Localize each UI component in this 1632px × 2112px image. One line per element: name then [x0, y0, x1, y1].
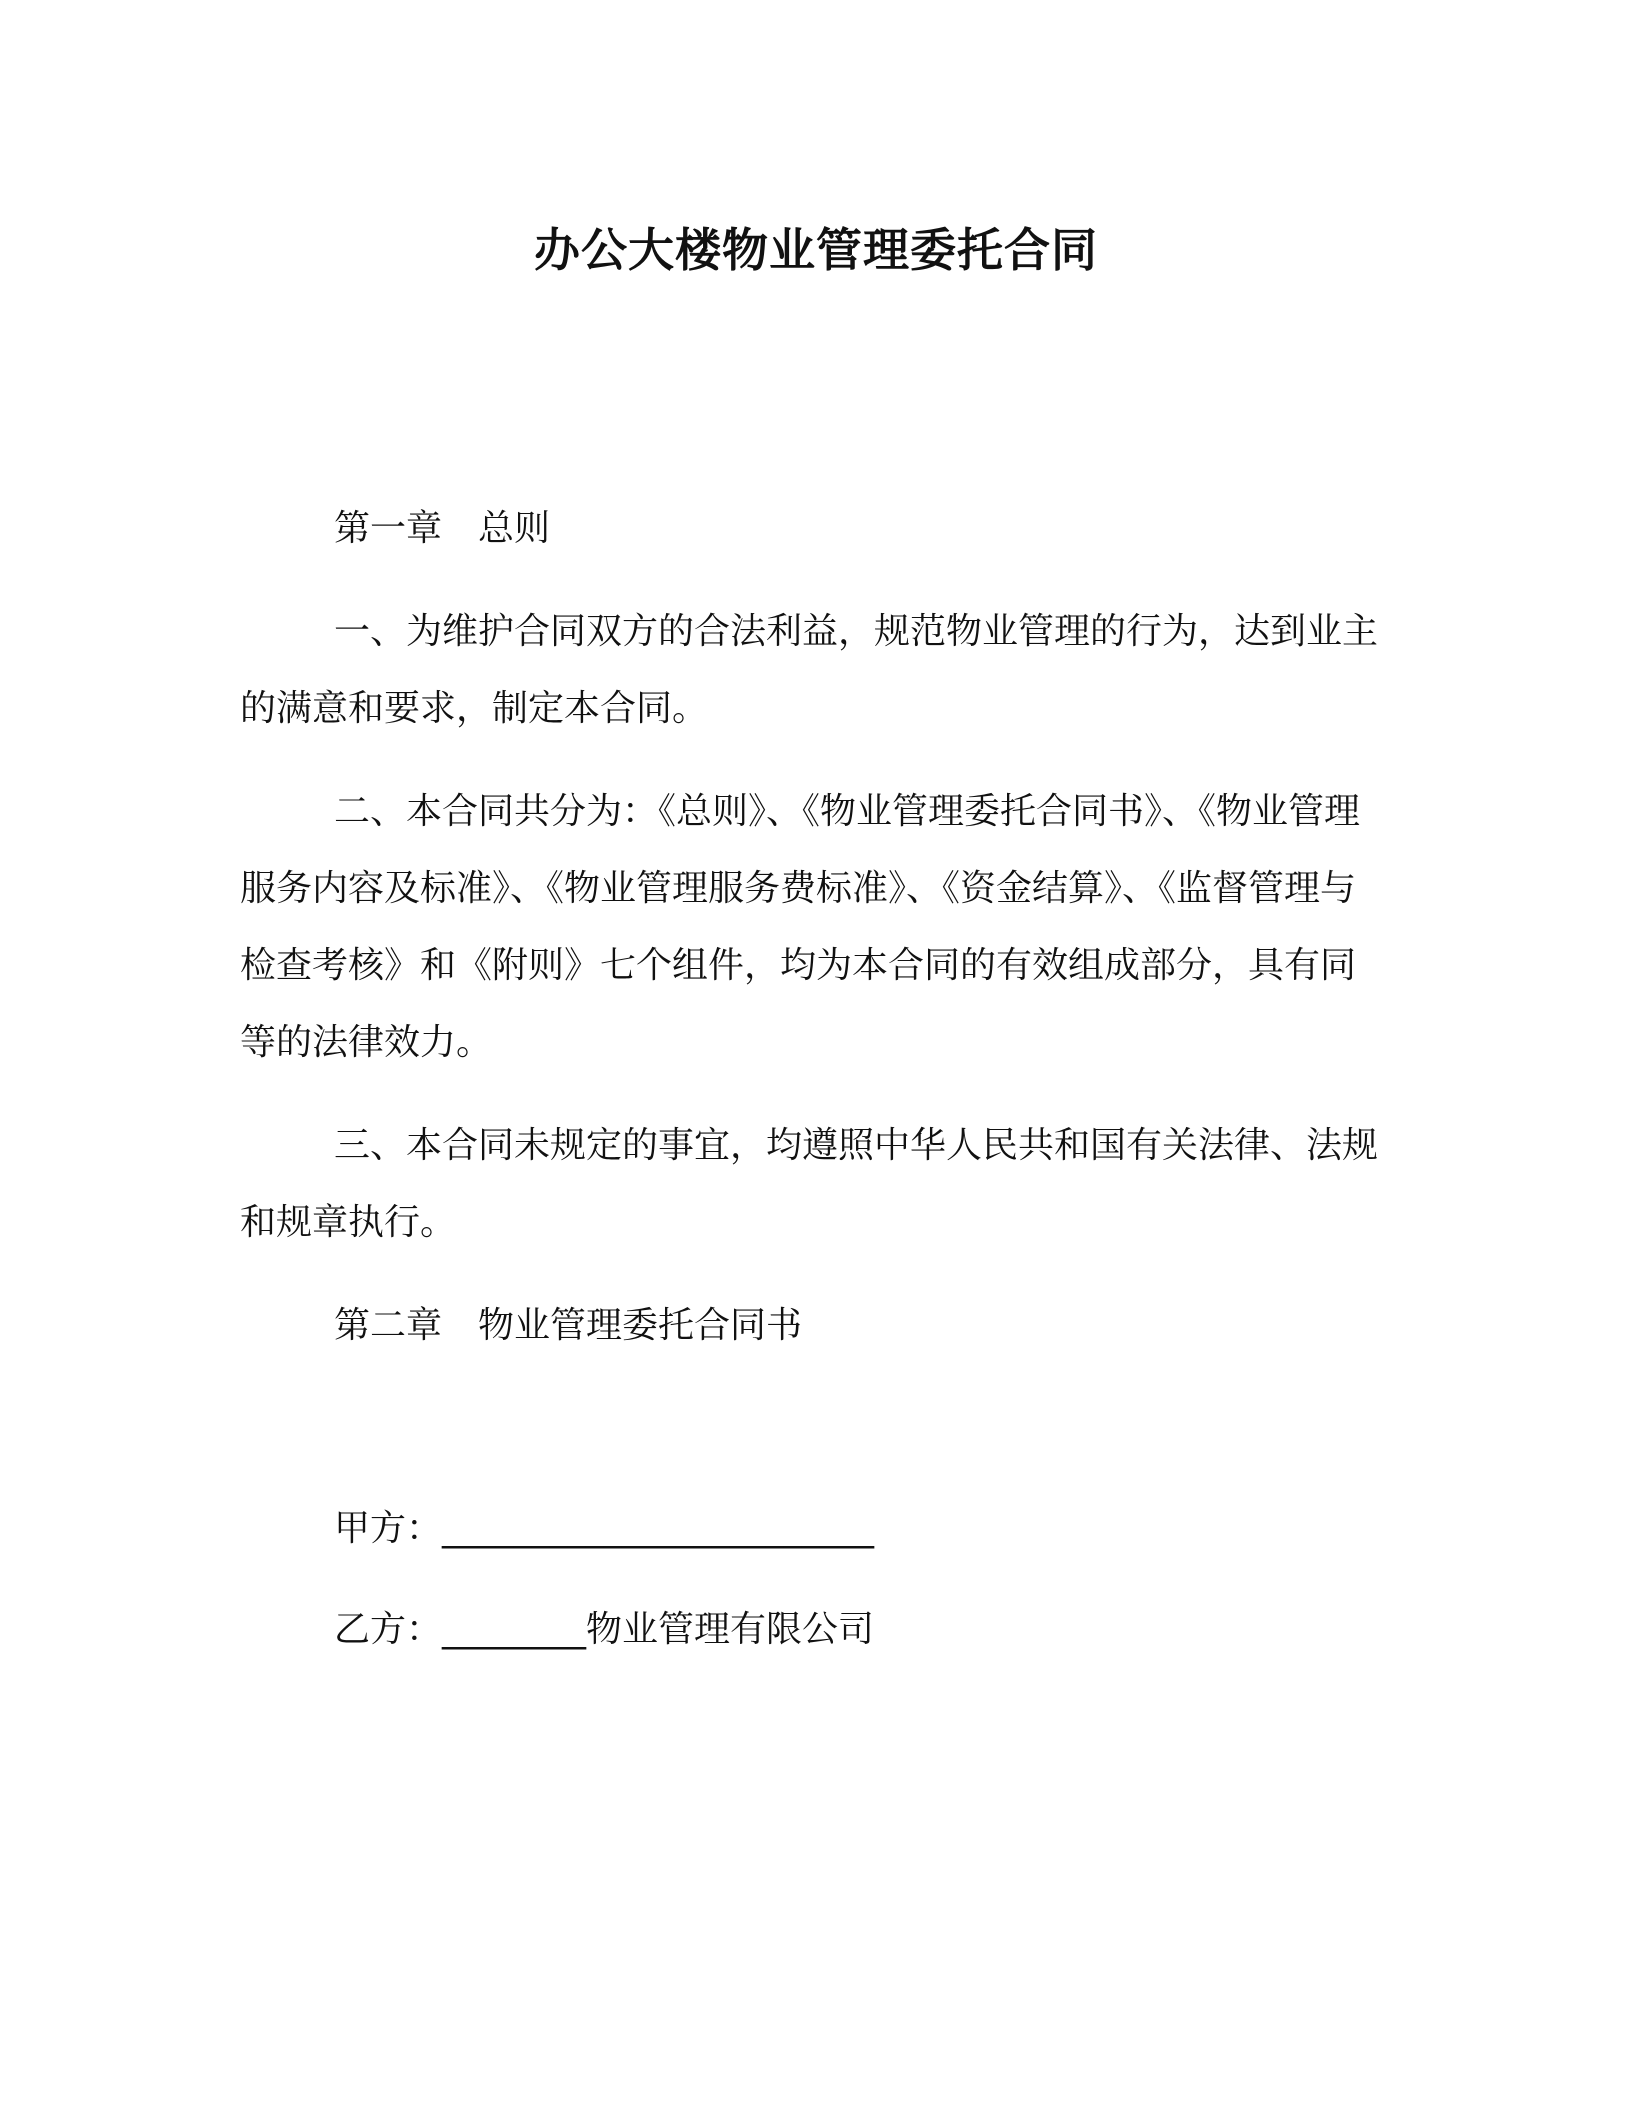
chapter-1-paragraph-2: 二、本合同共分为：《总则》、《物业管理委托合同书》、《物业管理服务内容及标准》、《物业管理服务费标准》、《资金结算》、《监督管理与检查考核》和《附则》七个组件，均为本合同的有效组成部分，具有同等的法律效力。 — [240, 791, 1361, 1063]
document-body — [240, 490, 1380, 1390]
party-b-line: 乙方：________物业管理有限公司 — [334, 1609, 875, 1650]
chapter-1-paragraph-3: 三、本合同未规定的事宜，均遵照中华人民共和国有关法律、法规和规章执行。 — [240, 1125, 1379, 1243]
chapter-1-heading: 第一章 总则 — [334, 508, 551, 549]
signature-block — [334, 1490, 874, 1692]
party-a-line: 甲方：________________________ — [334, 1508, 875, 1549]
chapter-2-heading: 第二章 物业管理委托合同书 — [334, 1305, 803, 1346]
document-title: 办公大楼物业管理委托合同 — [534, 223, 1098, 277]
chapter-1-paragraph-1: 一、为维护合同双方的合法利益，规范物业管理的行为，达到业主的满意和要求，制定本合同。 — [240, 611, 1379, 729]
